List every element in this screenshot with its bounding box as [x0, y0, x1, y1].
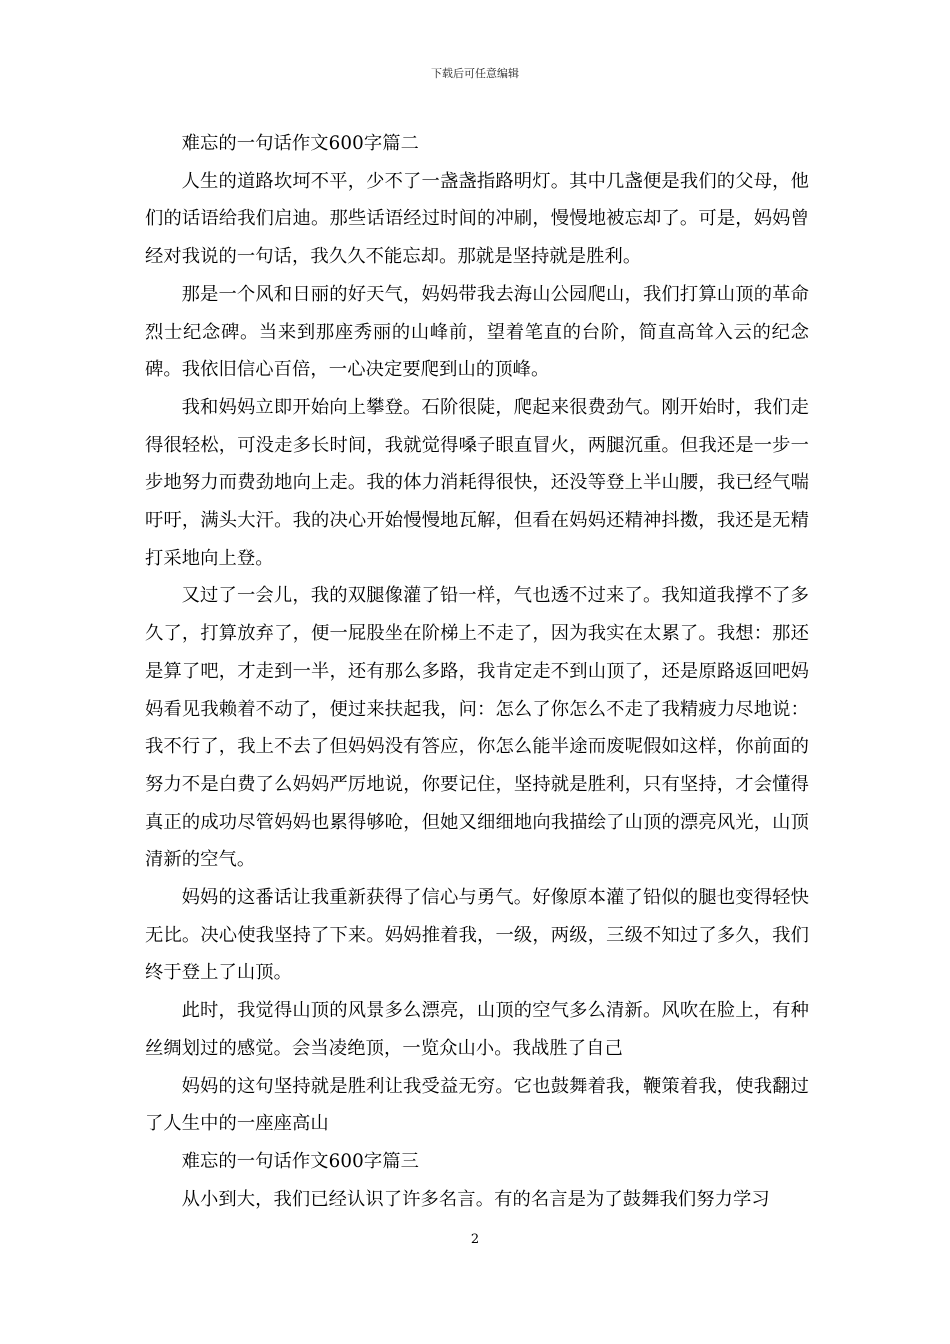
paragraph: 此时，我觉得山顶的风景多么漂亮，山顶的空气多么清新。风吹在脸上，有种丝绸划过的感觉。会当凌绝顶，一览众山小。我战胜了自己 [145, 1000, 809, 1059]
paragraph: 我和妈妈立即开始向上攀登。石阶很陡，爬起来很费劲气。刚开始时，我们走得很轻松，可没走多长时间，我就觉得嗓子眼直冒火，两腿沉重。但我还是一步一步地努力而费劲地向上走。我的体力消耗得很快，还没等登上半山腰，我已经气喘吁吁，满头大汗。我的决心开始慢慢地瓦解，但看在妈妈还精神抖擞，我还是无精打采地向上登。 [145, 396, 809, 569]
paragraph: 那是一个风和日丽的好天气，妈妈带我去海山公园爬山，我们打算山顶的革命烈士纪念碑。当来到那座秀丽的山峰前，望着笔直的台阶，简直高耸入云的纪念碑。我依旧信心百倍，一心决定要爬到山的顶峰。 [145, 283, 809, 381]
document-body [145, 125, 809, 1218]
page-number: 2 [470, 1232, 480, 1247]
paragraph: 又过了一会儿，我的双腿像灌了铅一样，气也透不过来了。我知道我撑不了多久了，打算放弃了，便一屁股坐在阶梯上不走了，因为我实在太累了。我想：那还是算了吧，才走到一半，还有那么多路，我肯定走不到山顶了，还是原路返回吧妈妈看见我赖着不动了，便过来扶起我，问：怎么了你怎么不走了我精疲力尽地说：我不行了，我上不去了但妈妈没有答应，你怎么能半途而废呢假如这样，你前面的努力不是白费了么妈妈严厉地说，你要记住，坚持就是胜利，只有坚持，才会懂得真正的成功尽管妈妈也累得够呛，但她又细细地向我描绘了山顶的漂亮风光，山顶清新的空气。 [145, 585, 809, 871]
section-title: 难忘的一句话作文600字篇二 [181, 133, 419, 154]
paragraph: 从小到大，我们已经认识了许多名言。有的名言是为了鼓舞我们努力学习 [181, 1188, 770, 1210]
section-title: 难忘的一句话作文600字篇三 [181, 1150, 419, 1172]
paragraph: 妈妈的这句坚持就是胜利让我受益无穷。它也鼓舞着我，鞭策着我，使我翻过了人生中的一座座高山 [145, 1075, 809, 1135]
page-header: 下载后可任意编辑 [431, 67, 519, 80]
paragraph: 人生的道路坎坷不平，少不了一盏盏指路明灯。其中几盏便是我们的父母，他们的话语给我们启迪。那些话语经过时间的冲刷，慢慢地被忘却了。可是，妈妈曾经对我说的一句话，我久久不能忘却。那就是坚持就是胜利。 [145, 170, 809, 268]
paragraph: 妈妈的这番话让我重新获得了信心与勇气。好像原本灌了铅似的腿也变得轻快无比。决心使我坚持了下来。妈妈推着我，一级，两级，三级不知过了多久，我们终于登上了山顶。 [145, 887, 809, 984]
